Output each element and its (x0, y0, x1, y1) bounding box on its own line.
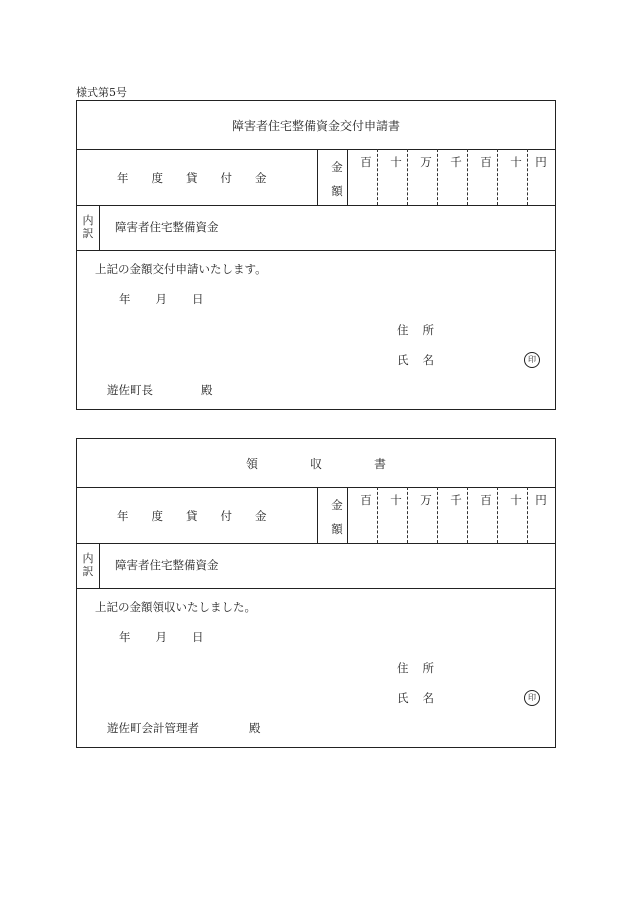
form-title: 障害者住宅整備資金交付申請書 (231, 119, 400, 133)
digit-label: 百 (360, 155, 372, 169)
receipt-form (76, 438, 556, 748)
application-form (76, 100, 556, 410)
date-field[interactable]: 年月日 (119, 630, 229, 644)
digit-label: 万 (420, 493, 432, 507)
divider (317, 149, 318, 205)
breakdown-label: 内 訳 (82, 552, 94, 578)
digit-label: 十 (510, 493, 522, 507)
name-field[interactable]: 氏名 (397, 691, 448, 705)
digit-label: 千 (450, 155, 462, 169)
digit-label: 万 (420, 155, 432, 169)
addressee: 遊佐町長 (107, 383, 153, 397)
breakdown-label: 内 訳 (82, 214, 94, 240)
digit-label: 百 (360, 493, 372, 507)
digit-label: 百 (480, 155, 492, 169)
fund-name: 障害者住宅整備資金 (115, 220, 219, 234)
divider (77, 588, 555, 589)
form-number: 様式第5号 (76, 86, 127, 99)
seal-icon: 印 (524, 690, 540, 706)
addressee: 遊佐町会計管理者 (107, 721, 199, 735)
divider (99, 205, 100, 250)
amount-label: 金 額 (331, 498, 343, 536)
form-title: 領収書 (245, 457, 438, 471)
digit-label: 十 (390, 155, 402, 169)
honorific: 殿 (201, 383, 213, 397)
name-field[interactable]: 氏名 (397, 353, 448, 367)
digit-label: 十 (510, 155, 522, 169)
divider (77, 543, 555, 544)
divider (347, 149, 348, 205)
fund-name: 障害者住宅整備資金 (115, 558, 219, 572)
loan-year-label: 年度貸付金 (117, 509, 290, 523)
divider (77, 487, 555, 488)
digit-label: 円 (535, 493, 547, 507)
divider (347, 487, 348, 543)
divider (77, 250, 555, 251)
divider (99, 543, 100, 588)
digit-label: 千 (450, 493, 462, 507)
digit-label: 百 (480, 493, 492, 507)
amount-label: 金 額 (331, 160, 343, 198)
address-field[interactable]: 住所 (397, 323, 448, 337)
digit-label: 円 (535, 155, 547, 169)
declaration-text: 上記の金額領収いたしました。 (95, 600, 256, 614)
declaration-text: 上記の金額交付申請いたします。 (95, 262, 267, 276)
divider (77, 149, 555, 150)
loan-year-label: 年度貸付金 (117, 171, 290, 185)
divider (77, 205, 555, 206)
digit-label: 十 (390, 493, 402, 507)
divider (317, 487, 318, 543)
seal-icon: 印 (524, 352, 540, 368)
address-field[interactable]: 住所 (397, 661, 448, 675)
honorific: 殿 (249, 721, 261, 735)
date-field[interactable]: 年月日 (119, 292, 229, 306)
